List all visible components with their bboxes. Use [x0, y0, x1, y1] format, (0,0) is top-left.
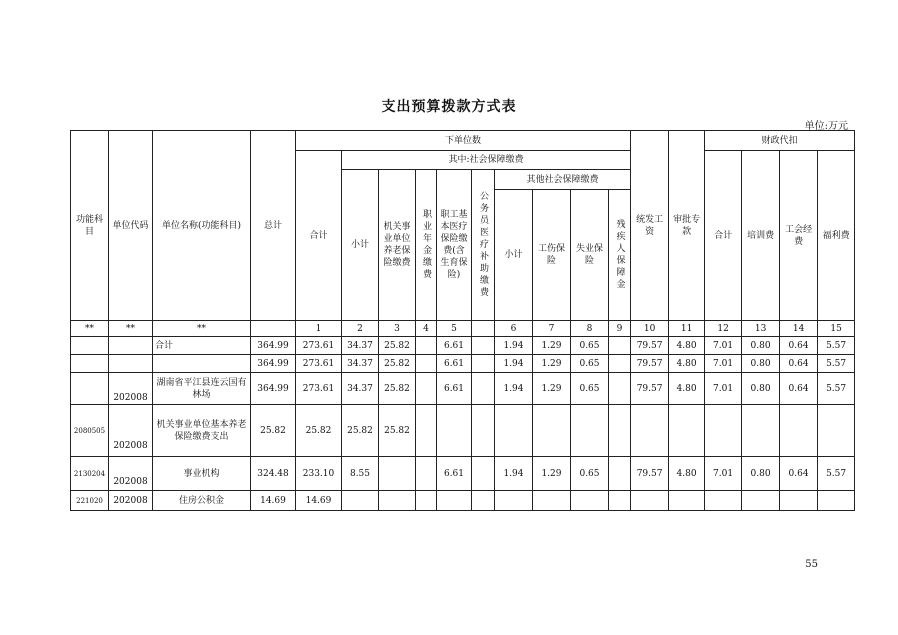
value-cell: 5.57	[818, 337, 855, 355]
value-cell: 6.61	[437, 337, 472, 355]
value-cell	[818, 491, 855, 511]
value-cell: 1.94	[495, 457, 533, 491]
index-cell: **	[109, 321, 153, 337]
value-cell: 79.57	[631, 355, 669, 373]
value-cell: 1.29	[533, 457, 571, 491]
value-cell: 0.80	[742, 337, 780, 355]
value-cell: 14.69	[296, 491, 342, 511]
func-code-cell: 2130204	[71, 457, 109, 491]
value-cell	[571, 405, 609, 457]
value-cell	[609, 405, 631, 457]
value-cell	[472, 355, 495, 373]
func-code-cell: 2080505	[71, 405, 109, 457]
header-civil-medical: 公务员医疗补助缴费	[472, 170, 495, 321]
value-cell: 233.10	[296, 457, 342, 491]
value-cell	[342, 491, 379, 511]
index-row	[71, 321, 855, 337]
value-cell: 1.94	[495, 373, 533, 405]
value-cell: 7.01	[705, 457, 742, 491]
header-small-subtotal: 小计	[342, 170, 379, 321]
header-unit-name: 单位名称(功能科目)	[153, 131, 251, 321]
value-cell	[472, 337, 495, 355]
value-cell	[669, 491, 705, 511]
value-cell: 6.61	[437, 355, 472, 373]
value-cell: 0.65	[571, 355, 609, 373]
value-cell: 1.29	[533, 355, 571, 373]
index-cell: 4	[416, 321, 437, 337]
value-cell	[472, 491, 495, 511]
value-cell	[416, 491, 437, 511]
index-cell: 10	[631, 321, 669, 337]
total-cell: 324.48	[251, 457, 296, 491]
value-cell	[495, 491, 533, 511]
index-cell	[251, 321, 296, 337]
value-cell	[705, 405, 742, 457]
value-cell: 0.64	[780, 373, 818, 405]
value-cell	[416, 457, 437, 491]
index-cell: 15	[818, 321, 855, 337]
value-cell: 6.61	[437, 457, 472, 491]
value-cell: 0.65	[571, 373, 609, 405]
table-row	[71, 337, 855, 355]
value-cell: 79.57	[631, 373, 669, 405]
total-cell: 364.99	[251, 355, 296, 373]
unit-name-cell: 住房公积金	[153, 491, 251, 511]
unit-code-cell	[109, 337, 153, 355]
value-cell: 5.57	[818, 355, 855, 373]
value-cell	[609, 491, 631, 511]
header-employee-medical: 职工基本医疗保险缴费(含生育保险)	[437, 170, 472, 321]
value-cell: 7.01	[705, 337, 742, 355]
page-title: 支出预算拨款方式表	[381, 99, 517, 115]
value-cell	[379, 457, 416, 491]
value-cell	[416, 355, 437, 373]
value-cell: 25.82	[296, 405, 342, 457]
value-cell: 273.61	[296, 337, 342, 355]
value-cell	[669, 405, 705, 457]
value-cell: 25.82	[379, 355, 416, 373]
value-cell: 25.82	[342, 405, 379, 457]
page-number: 55	[805, 559, 818, 570]
header-fiscal-total: 合计	[705, 151, 742, 321]
index-cell: 11	[669, 321, 705, 337]
value-cell: 6.61	[437, 373, 472, 405]
value-cell: 34.37	[342, 337, 379, 355]
value-cell	[472, 373, 495, 405]
table-row	[71, 491, 855, 511]
header-fiscal-deduction: 财政代扣	[705, 131, 855, 151]
unit-code-cell: 202008	[109, 373, 153, 405]
unit-name-cell	[153, 355, 251, 373]
header-func-subject: 功能科目	[71, 131, 109, 321]
value-cell	[437, 491, 472, 511]
header-subtotal: 合计	[296, 151, 342, 321]
index-cell: 3	[379, 321, 416, 337]
header-other-subtotal: 小计	[495, 190, 533, 321]
value-cell	[609, 337, 631, 355]
header-union: 工会经费	[780, 151, 818, 321]
value-cell	[472, 457, 495, 491]
index-cell: 12	[705, 321, 742, 337]
unit-name-cell: 事业机构	[153, 457, 251, 491]
value-cell: 273.61	[296, 355, 342, 373]
total-cell: 25.82	[251, 405, 296, 457]
value-cell: 5.57	[818, 457, 855, 491]
header-lower-unit: 下单位数	[296, 131, 631, 151]
table-row	[71, 355, 855, 373]
value-cell: 4.80	[669, 373, 705, 405]
value-cell: 7.01	[705, 355, 742, 373]
value-cell: 25.82	[379, 405, 416, 457]
unit-name-cell: 合计	[153, 337, 251, 355]
value-cell	[533, 491, 571, 511]
table-row	[71, 457, 855, 491]
unit-code-cell: 202008	[109, 405, 153, 457]
value-cell: 1.94	[495, 355, 533, 373]
value-cell	[780, 491, 818, 511]
index-cell: 2	[342, 321, 379, 337]
index-cell: 9	[609, 321, 631, 337]
budget-table	[70, 130, 855, 511]
value-cell: 273.61	[296, 373, 342, 405]
value-cell	[631, 491, 669, 511]
value-cell	[780, 405, 818, 457]
header-welfare: 福利费	[818, 151, 855, 321]
value-cell	[609, 373, 631, 405]
value-cell	[416, 337, 437, 355]
value-cell: 5.57	[818, 373, 855, 405]
value-cell: 25.82	[379, 337, 416, 355]
value-cell: 79.57	[631, 457, 669, 491]
table-row	[71, 405, 855, 457]
value-cell: 34.37	[342, 355, 379, 373]
value-cell	[705, 491, 742, 511]
value-cell	[609, 355, 631, 373]
value-cell: 25.82	[379, 373, 416, 405]
value-cell: 0.64	[780, 337, 818, 355]
header-other-social: 其他社会保障缴费	[495, 170, 631, 190]
header-unemployment: 失业保险	[571, 190, 609, 321]
value-cell	[416, 373, 437, 405]
value-cell: 0.80	[742, 373, 780, 405]
unit-code-cell	[109, 355, 153, 373]
value-cell: 4.80	[669, 337, 705, 355]
value-cell: 0.80	[742, 457, 780, 491]
header-approved-special: 审批专款	[669, 131, 705, 321]
value-cell	[437, 405, 472, 457]
value-cell: 0.65	[571, 337, 609, 355]
total-cell: 364.99	[251, 337, 296, 355]
header-agency-pension: 机关事业单位养老保险缴费	[379, 170, 416, 321]
index-cell: 5	[437, 321, 472, 337]
func-code-cell	[71, 373, 109, 405]
value-cell: 0.64	[780, 355, 818, 373]
value-cell: 1.94	[495, 337, 533, 355]
header-unit-code: 单位代码	[109, 131, 153, 321]
value-cell	[571, 491, 609, 511]
index-cell: 7	[533, 321, 571, 337]
value-cell: 1.29	[533, 337, 571, 355]
value-cell	[495, 405, 533, 457]
header-occupational-annuity: 职业年金缴费	[416, 170, 437, 321]
unit-name-cell: 机关事业单位基本养老保险缴费支出	[153, 405, 251, 457]
value-cell	[533, 405, 571, 457]
value-cell: 4.80	[669, 355, 705, 373]
value-cell	[818, 405, 855, 457]
unit-label: 单位:万元	[804, 121, 848, 132]
unit-code-cell: 202008	[109, 491, 153, 511]
value-cell: 79.57	[631, 337, 669, 355]
unit-code-cell: 202008	[109, 457, 153, 491]
header-training: 培训费	[742, 151, 780, 321]
index-cell: 13	[742, 321, 780, 337]
unit-name-cell: 湖南省平江县连云国有林场	[153, 373, 251, 405]
func-code-cell: 221020	[71, 491, 109, 511]
value-cell	[742, 405, 780, 457]
index-cell: 6	[495, 321, 533, 337]
index-cell: **	[71, 321, 109, 337]
value-cell	[609, 457, 631, 491]
table-row	[71, 373, 855, 405]
value-cell	[379, 491, 416, 511]
value-cell: 0.65	[571, 457, 609, 491]
total-cell: 364.99	[251, 373, 296, 405]
value-cell: 0.64	[780, 457, 818, 491]
value-cell: 0.80	[742, 355, 780, 373]
header-total: 总计	[251, 131, 296, 321]
index-cell: 14	[780, 321, 818, 337]
index-cell: 8	[571, 321, 609, 337]
header-social-fees: 其中:社会保障缴费	[342, 151, 631, 170]
header-disability: 残疾人保障金	[609, 190, 631, 321]
value-cell: 8.55	[342, 457, 379, 491]
index-cell: 1	[296, 321, 342, 337]
header-unified-salary: 统发工资	[631, 131, 669, 321]
value-cell: 1.29	[533, 373, 571, 405]
value-cell: 4.80	[669, 457, 705, 491]
header-work-injury: 工伤保险	[533, 190, 571, 321]
value-cell	[742, 491, 780, 511]
value-cell: 34.37	[342, 373, 379, 405]
func-code-cell	[71, 355, 109, 373]
value-cell: 7.01	[705, 373, 742, 405]
index-cell: **	[153, 321, 251, 337]
func-code-cell	[71, 337, 109, 355]
value-cell	[416, 405, 437, 457]
value-cell	[472, 405, 495, 457]
value-cell	[631, 405, 669, 457]
index-cell	[472, 321, 495, 337]
total-cell: 14.69	[251, 491, 296, 511]
